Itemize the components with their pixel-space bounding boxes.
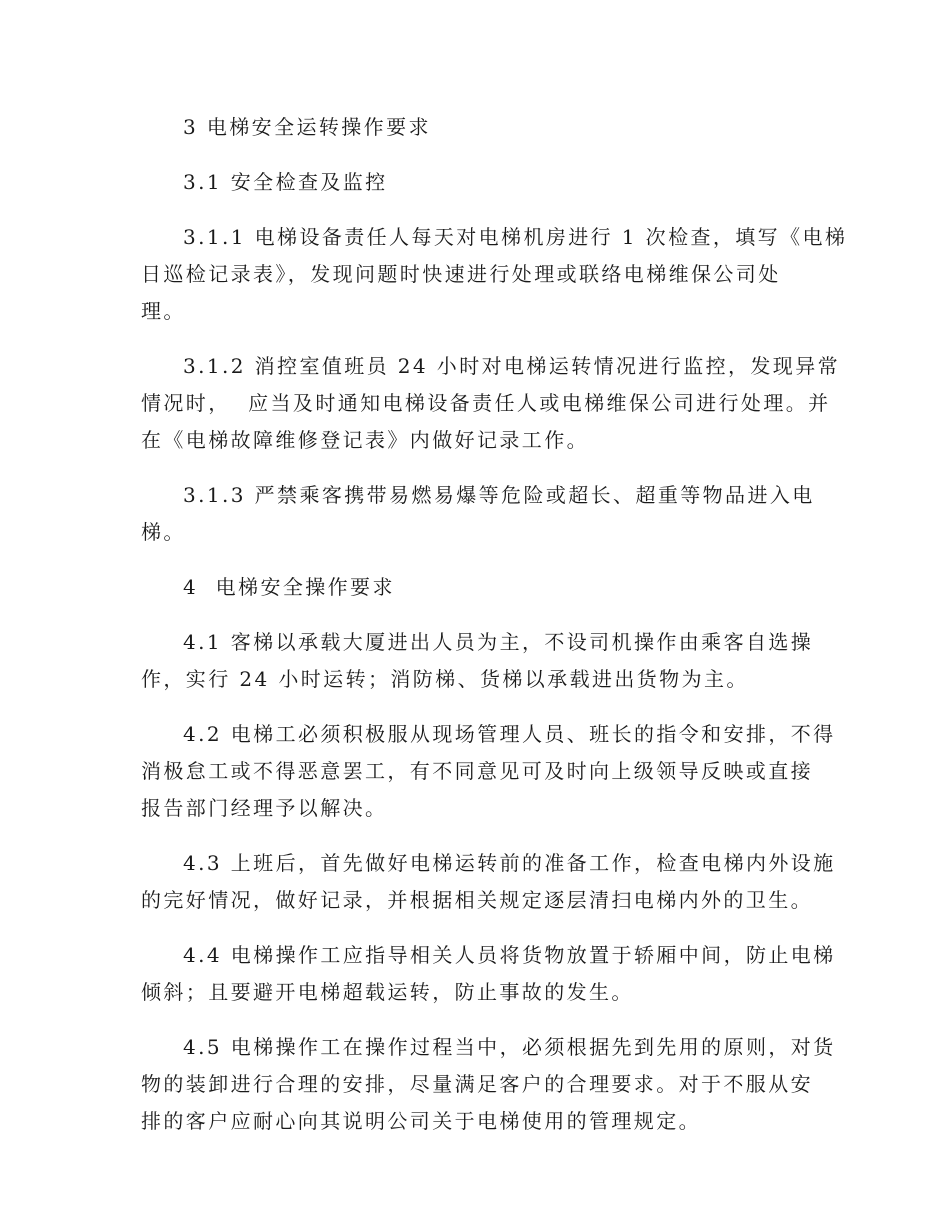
paragraph-line: 作，实行 24 小时运转；消防梯、货梯以承载进出货物为主。 (141, 667, 749, 691)
paragraph-3-1-2 (141, 348, 841, 459)
heading-line: 4 电梯安全操作要求 (183, 575, 395, 599)
paragraph-line: 的完好情况，做好记录，并根据相关规定逐层清扫电梯内外的卫生。 (141, 888, 813, 912)
paragraph-line: 情况时， 应当及时通知电梯设备责任人或电梯维保公司进行处理。并 (141, 391, 831, 415)
section-heading-3 (141, 109, 811, 146)
paragraph-line: 排的客户应耐心向其说明公司关于电梯使用的管理规定。 (141, 1109, 701, 1133)
paragraph-line: 4.4 电梯操作工应指导相关人员将货物放置于轿厢中间，防止电梯 (183, 943, 836, 967)
paragraph-line: 4.1 客梯以承载大厦进出人员为主，不设司机操作由乘客自选操 (183, 630, 814, 654)
paragraph-line: 3.1.2 消控室值班员 24 小时对电梯运转情况进行监控，发现异常 (183, 354, 841, 378)
paragraph-line: 物的装卸进行合理的安排，尽量满足客户的合理要求。对于不服从安 (141, 1072, 813, 1096)
paragraph-line: 4.2 电梯工必须积极服从现场管理人员、班长的指令和安排，不得 (183, 722, 836, 746)
paragraph-4-1 (141, 624, 814, 698)
paragraph-line: 4.3 上班后，首先做好电梯运转前的准备工作，检查电梯内外设施 (183, 851, 836, 875)
heading-line: 3.1 安全检查及监控 (183, 170, 388, 194)
section-heading-4 (141, 569, 811, 606)
paragraph-line: 理。 (141, 299, 186, 323)
paragraph-line: 3.1.1 电梯设备责任人每天对电梯机房进行 1 次检查，填写《电梯 (183, 225, 848, 249)
paragraph-3-1-3 (141, 477, 815, 551)
paragraph-line: 报告部门经理予以解决。 (141, 796, 388, 820)
paragraph-line: 梯。 (141, 520, 186, 544)
paragraph-4-5 (141, 1029, 836, 1140)
paragraph-line: 消极怠工或不得恶意罢工，有不同意见可及时向上级领导反映或直接 (141, 759, 813, 783)
paragraph-line: 在《电梯故障维修登记表》内做好记录工作。 (141, 428, 589, 452)
paragraph-line: 倾斜；且要避开电梯超载运转，防止事故的发生。 (141, 980, 634, 1004)
heading-line: 3 电梯安全运转操作要求 (183, 115, 431, 139)
paragraph-line: 3.1.3 严禁乘客携带易燃易爆等危险或超长、超重等物品进入电 (183, 483, 815, 507)
section-heading-3-1 (141, 164, 811, 201)
paragraph-line: 日巡检记录表》，发现问题时快速进行处理或联络电梯维保公司处 (141, 262, 781, 286)
document-body (141, 109, 848, 1158)
paragraph-4-4 (141, 937, 836, 1011)
paragraph-4-3 (141, 845, 836, 919)
paragraph-line: 4.5 电梯操作工在操作过程当中，必须根据先到先用的原则，对货 (183, 1035, 836, 1059)
paragraph-4-2 (141, 716, 836, 827)
paragraph-3-1-1 (141, 219, 848, 330)
